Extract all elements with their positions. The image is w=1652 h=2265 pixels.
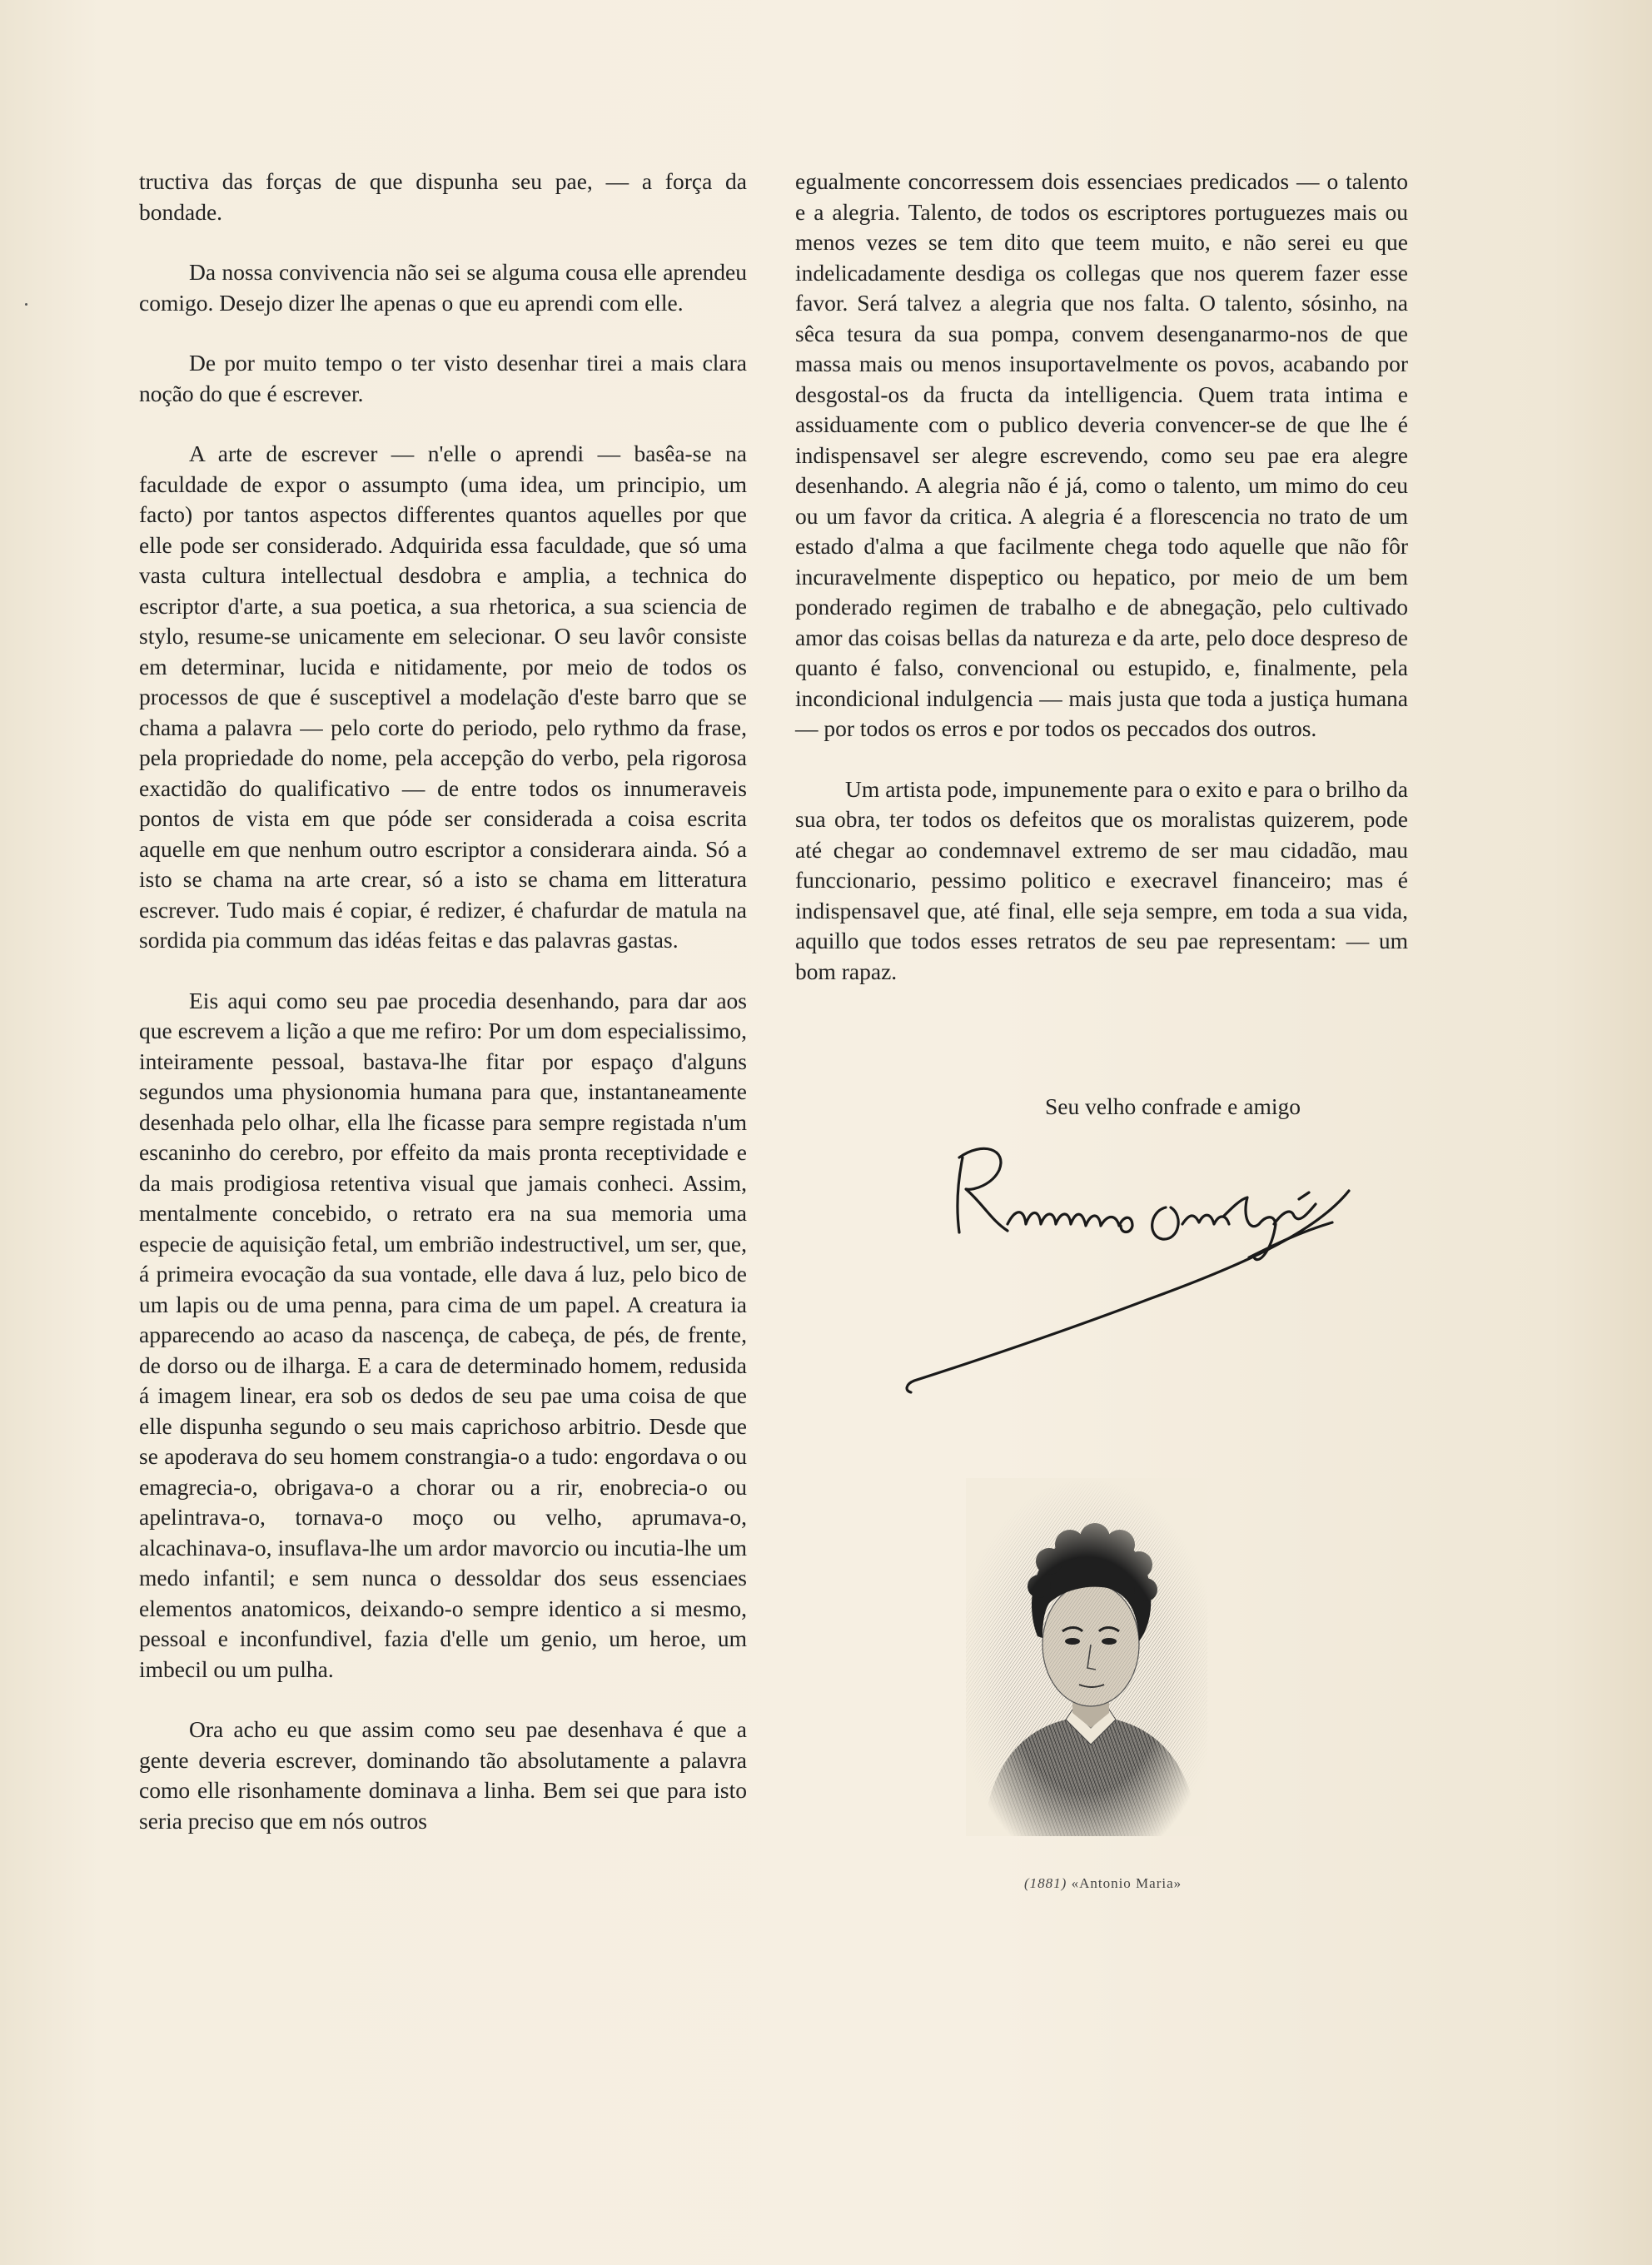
paragraph-5: Eis aqui como seu pae procedia desenhando, para dar aos que escrevem a lição a que me refiro: Por um dom especialissimo, inteiramente pessoal, bastava-lhe fitar por espaço d'alguns segundos uma physionomia humana para que, instantaneamente desenhada pelo olhar, ella lhe ficasse para sempre registada n'um escaninho do cerebro, por effeito da mais pronta receptividade e da mais prodigiosa retentiva visual que jamais conheci. Assim, mentalmente concebido, o retrato era na sua memoria uma especie de aquisição fetal, um embrião indestructivel, um ser, que, á primeira evocação da sua vontade, elle dava á luz, pelo bico de um lapis ou de uma penna, para cima de um papel. A creatura ia apparecendo ao acaso da nascença, de cabeça, de pés, de frente, de dorso ou de ilharga. E a cara de determinado homem, redusida á imagem linear, era sob os dedos de seu pae uma coisa de que elle dispunha segundo o seu mais caprichoso arbitrio. Desde que se apoderava do seu homem constrangia-o a tudo: engordava o ou emagrecia-o, obrigava-o a chorar ou a rir, enobrecia-o ou apelintrava-o, tornava-o moço ou velho, aprumava-o, alcachinava-o, insuflava-lhe um ardor mavorcio ou incutia-lhe um medo infantil; e sem nunca o dessoldar dos seus essenciaes elementos anatomicos, deixando-o sempre identico a si mesmo, pessoal e inconfundivel, fazia d'elle um genio, um heroe, um imbecil ou um pulha. <box>139 987 747 1682</box>
paragraph-3: De por muito tempo o ter visto desenhar tirei a mais clara noção do que é escrever. <box>139 350 747 406</box>
handwritten-signature <box>883 1132 1416 1416</box>
paragraph-6: Ora acho eu que assim como seu pae desenhava é que a gente deveria escrever, dominando tão absolutamente a palavra como elle risonhamente dominava a linha. Bem sei que para isto seria preciso que em nós outros <box>139 1716 747 1834</box>
paragraph-2: Da nossa convivencia não sei se alguma cousa elle aprendeu comigo. Desejo dizer lhe apenas o que eu aprendi com elle. <box>139 259 747 316</box>
paragraph-4: A arte de escrever — n'elle o aprendi — basêa-se na faculdade de expor o assumpto (uma idea, um principio, um facto) por tantos aspectos differentes quantos aquelles por que elle pode ser considerado. Adquirida essa faculdade, que só uma vasta cultura intellectual desdobra e amplia, a technica do escriptor d'arte, a sua poetica, a sua rhetorica, a sua sciencia de stylo, resume-se unicamente em selecionar. O seu lavôr consiste em determinar, lucida e nitidamente, por meio de todos os processos de que é susceptivel a modelação d'este barro que se chama a palavra — pelo corte do periodo, pelo rythmo da frase, pela propriedade do nome, pela accepção do verbo, pela rigorosa exactidão do qualificativo — de entre todos os innumeraveis pontos de vista em que póde ser considerada a coisa escrita aquelle em que nenhum outro escriptor a considerara ainda. Só a isto se chama na arte crear, só a isto se chama em litteratura escrever. Tudo mais é copiar, é redizer, é chafurdar de matula na sordida pia commum das idéas feitas e das palavras gastas. <box>139 441 747 953</box>
closing-salutation: Seu velho confrade e amigo <box>1045 1093 1301 1119</box>
portrait-year: (1881) <box>1024 1875 1067 1891</box>
portrait-caption <box>1024 1875 1182 1892</box>
left-column <box>139 167 747 1866</box>
right-column <box>795 167 1408 1017</box>
paragraph-1: tructiva das forças de que dispunha seu pae, — a força da bondade. <box>139 168 747 225</box>
portrait-title: «Antonio Maria» <box>1071 1875 1182 1891</box>
paper-speck <box>25 303 27 306</box>
paragraph-8: Um artista pode, impunemente para o exito e para o brilho da sua obra, ter todos os defeitos que os moralistas quizerem, pode até chegar ao condemnavel extremo de ser mau cidadão, mau funccionario, pessimo politico e execravel financeiro; mas é indispensavel que, até final, elle seja sempre, em toda a sua vida, aquillo que todos esses retratos de seu pae representam: — um bom rapaz. <box>795 775 1408 984</box>
engraved-portrait <box>966 1478 1207 1836</box>
paragraph-7: egualmente concorressem dois essenciaes predicados — o talento e a alegria. Talento, de todos os escriptores portuguezes mais ou menos vezes se tem dito que teem muito, e não serei eu que indelicadamente desdiga os collegas que nos querem fazer esse favor. Será talvez a alegria que nos falta. O talento, sósinho, na sêca tesura da sua pompa, convem desenganarmo-nos de que massa mais ou menos insuportavelmente os povos, acabando por desgostal-os da fructa da intelligencia. Quem trata intima e assiduamente com o publico deveria convencer-se de que lhe é indispensavel ser alegre escrevendo, como seu pae era alegre desenhando. A alegria não é já, como o talento, um mimo do ceu ou um favor da critica. A alegria é a florescencia no trato de um estado d'alma a que facilmente chega todo aquelle que não fôr incuravelmente dispeptico ou hepatico, por meio de um bem ponderado regimen de trabalho e de abnegação, pelo cultivado amor das coisas bellas da natureza e da arte, pelo doce despreso de quanto é falso, convencional ou estupido, e, finalmente, pela incondicional indulgencia — mais justa que toda a justiça humana — por todos os erros e por todos os peccados dos outros. <box>795 168 1408 741</box>
